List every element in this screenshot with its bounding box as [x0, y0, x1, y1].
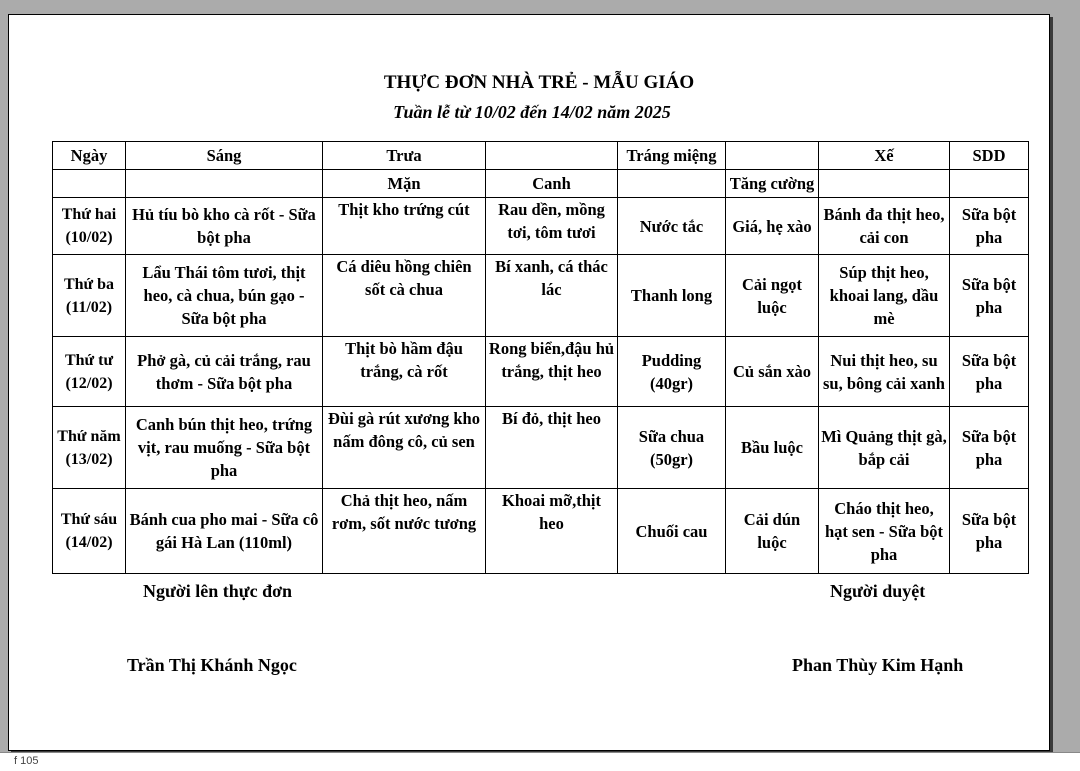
day-cell: Thứ hai (10/02) — [53, 198, 126, 255]
tang-cuong-cell: Giá, hẹ xào — [726, 198, 819, 255]
weekly-menu-table — [52, 141, 1029, 574]
day-cell: Thứ sáu (14/02) — [53, 489, 126, 574]
day-cell: Thứ tư (12/02) — [53, 337, 126, 407]
tang-cuong-cell: Cải dún luộc — [726, 489, 819, 574]
creator-name: Trần Thị Khánh Ngọc — [127, 655, 297, 675]
canh-cell: Rong biển,đậu hủ trắng, thịt heo — [486, 337, 618, 407]
header-empty — [53, 170, 126, 198]
trang-mieng-cell: Nước tắc — [618, 198, 726, 255]
header-trang-mieng: Tráng miệng — [618, 142, 726, 170]
menu-subtitle: Tuần lễ từ 10/02 đến 14/02 năm 2025 — [393, 102, 671, 122]
xe-cell: Súp thịt heo, khoai lang, dầu mè — [819, 255, 950, 337]
tang-cuong-cell: Bầu luộc — [726, 407, 819, 489]
header-row-2 — [53, 170, 1029, 198]
header-empty — [950, 170, 1029, 198]
header-xe: Xế — [819, 142, 950, 170]
xe-cell: Cháo thịt heo, hạt sen - Sữa bột pha — [819, 489, 950, 574]
status-text: f 105 — [14, 755, 39, 767]
man-cell: Cá diêu hồng chiên sốt cà chua — [323, 255, 486, 337]
table-row — [53, 489, 1029, 574]
trang-mieng-cell: Chuối cau — [618, 489, 726, 574]
trang-mieng-cell: Sữa chua (50gr) — [618, 407, 726, 489]
header-empty — [819, 170, 950, 198]
canh-cell: Rau dền, mồng tơi, tôm tươi — [486, 198, 618, 255]
sdd-cell: Sữa bột pha — [950, 337, 1029, 407]
header-empty — [126, 170, 323, 198]
sang-cell: Canh bún thịt heo, trứng vịt, rau muống - Sữa bột pha — [126, 407, 323, 489]
sang-cell: Lẩu Thái tôm tươi, thịt heo, cà chua, bún gạo - Sữa bột pha — [126, 255, 323, 337]
day-cell: Thứ ba (11/02) — [53, 255, 126, 337]
status-bar — [0, 752, 1080, 771]
man-cell: Thịt kho trứng cút — [323, 198, 486, 255]
trang-mieng-cell: Pudding (40gr) — [618, 337, 726, 407]
xe-cell: Mì Quảng thịt gà, bắp cải — [819, 407, 950, 489]
sdd-cell: Sữa bột pha — [950, 407, 1029, 489]
header-empty — [618, 170, 726, 198]
header-empty — [726, 142, 819, 170]
menu-title: THỰC ĐƠN NHÀ TRẺ - MẪU GIÁO — [383, 72, 695, 93]
man-cell: Đùi gà rút xương kho nấm đông cô, củ sen — [323, 407, 486, 489]
sang-cell: Bánh cua pho mai - Sữa cô gái Hà Lan (110ml) — [126, 489, 323, 574]
man-cell: Thịt bò hầm đậu trắng, cà rốt — [323, 337, 486, 407]
sang-cell: Phở gà, củ cải trắng, rau thơm - Sữa bột pha — [126, 337, 323, 407]
tang-cuong-cell: Củ sắn xào — [726, 337, 819, 407]
table-row — [53, 337, 1029, 407]
canh-cell: Bí xanh, cá thác lác — [486, 255, 618, 337]
header-tang-cuong: Tăng cường — [726, 170, 819, 198]
approver-name: Phan Thùy Kim Hạnh — [792, 655, 964, 675]
day-cell: Thứ năm (13/02) — [53, 407, 126, 489]
header-ngay: Ngày — [53, 142, 126, 170]
header-empty — [486, 142, 618, 170]
tang-cuong-cell: Cải ngọt luộc — [726, 255, 819, 337]
xe-cell: Bánh đa thịt heo, cải con — [819, 198, 950, 255]
table-row — [53, 198, 1029, 255]
approver-role: Người duyệt — [830, 581, 926, 601]
trang-mieng-cell: Thanh long — [618, 255, 726, 337]
header-canh: Canh — [486, 170, 618, 198]
xe-cell: Nui thịt heo, su su, bông cải xanh — [819, 337, 950, 407]
man-cell: Chả thịt heo, nấm rơm, sốt nước tương — [323, 489, 486, 574]
sang-cell: Hủ tíu bò kho cà rốt - Sữa bột pha — [126, 198, 323, 255]
table-row — [53, 407, 1029, 489]
header-trua: Trưa — [323, 142, 486, 170]
header-sdd: SDD — [950, 142, 1029, 170]
header-sang: Sáng — [126, 142, 323, 170]
table-row — [53, 255, 1029, 337]
sdd-cell: Sữa bột pha — [950, 489, 1029, 574]
sdd-cell: Sữa bột pha — [950, 198, 1029, 255]
creator-role: Người lên thực đơn — [143, 581, 293, 601]
canh-cell: Khoai mỡ,thịt heo — [486, 489, 618, 574]
header-man: Mặn — [323, 170, 486, 198]
canh-cell: Bí đỏ, thịt heo — [486, 407, 618, 489]
sdd-cell: Sữa bột pha — [950, 255, 1029, 337]
header-row-1 — [53, 142, 1029, 170]
